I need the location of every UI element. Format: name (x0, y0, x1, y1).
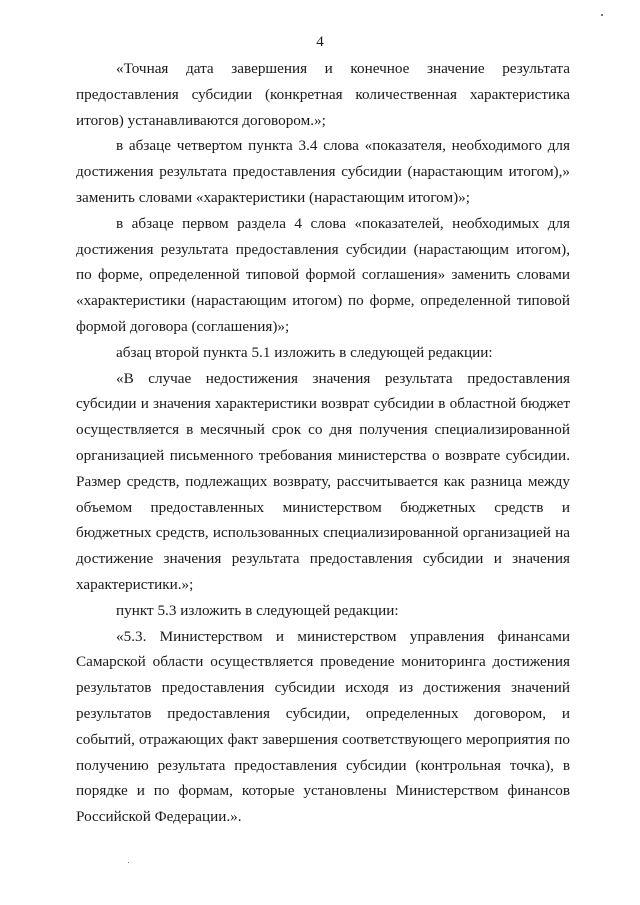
paragraph-amend-3-4: в абзаце четвертом пункта 3.4 слова «показателя, необходимого для достижения результата предоставления субсидии (нарастающим итогом),» заменить словами «характеристики (нарастающим итогом)»; (76, 137, 570, 206)
paragraph-amend-section-4: в абзаце первом раздела 4 слова «показателей, необходимых для достижения результата предоставления субсидии (нарастающим итогом), по форме, определенной типовой формой соглашения» заменить словами «характеристики (нарастающим итогом) по форме, определенной типовой формой договора (соглашения)»; (76, 214, 570, 335)
paragraph-text-5-1: «В случае недостижения значения результата предоставления субсидии и значения характеристики возврат субсидии в областной бюджет осуществляется в месячный срок со дня получения специализированной организацией письменного требования министерства о возврате субсидии. Размер средств, подлежащих возврату, рассчитывается как разница между объемом предоставленных министерством бюджетных средств и бюджетных средств, использованных специализированной организацией на достижение значения результата предоставления субсидии и значения характеристики.»; (76, 369, 570, 593)
document-body (76, 56, 570, 830)
paragraph-intro-5-1: абзац второй пункта 5.1 изложить в следующей редакции: (116, 343, 493, 361)
paragraph-result-date: «Точная дата завершения и конечное значение результата предоставления субсидии (конкретная количественная характеристика итогов) устанавливаются договором.»; (76, 60, 570, 129)
paragraph-intro-5-3: пункт 5.3 изложить в следующей редакции: (116, 601, 399, 619)
scan-speck (128, 862, 129, 863)
paragraph-text-5-3: «5.3. Министерством и министерством управления финансами Самарской области осуществляется проведение мониторинга достижения результатов предоставления субсидии исходя из достижения значений результатов предоставления субсидии, определенных договором, и событий, отражающих факт завершения соответствующего мероприятия по получению результата предоставления субсидии (контрольная точка), в порядке и по формам, которые установлены Министерством финансов Российской Федерации.». (76, 627, 570, 826)
scan-speck (601, 14, 603, 16)
page-number: 4 (316, 34, 324, 50)
